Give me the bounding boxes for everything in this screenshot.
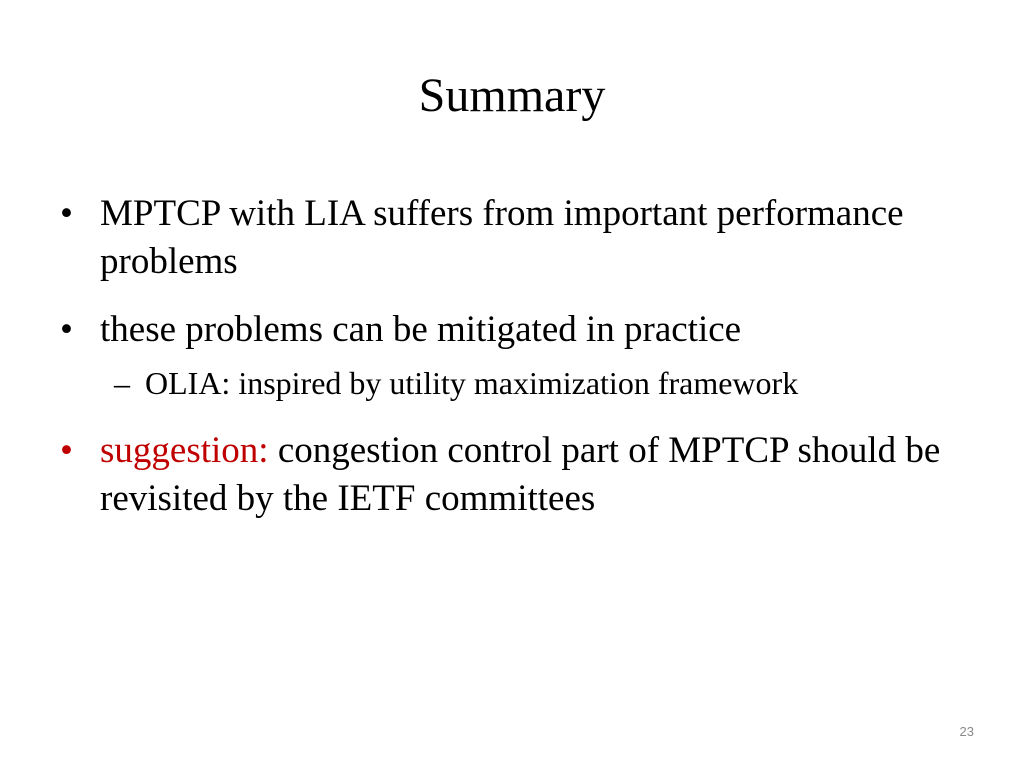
bullet-item xyxy=(60,190,980,286)
bullet-item xyxy=(60,306,980,354)
bullet-symbol-red: • xyxy=(60,430,73,471)
slide-title: Summary xyxy=(418,69,606,122)
page-number: 23 xyxy=(959,724,974,739)
sub-bullet-text: OLIA: inspired by utility maximization framework xyxy=(145,365,799,401)
bullet-symbol: • xyxy=(60,193,73,234)
sub-bullet-symbol: – xyxy=(114,365,130,401)
bullet-text: congestion control part of MPTCP should be revisited by the IETF committees xyxy=(100,430,941,519)
bullet-text: these problems can be mitigated in practice xyxy=(100,309,742,350)
suggestion-prefix: suggestion: xyxy=(100,430,269,471)
bullet-symbol: • xyxy=(60,309,73,350)
bullet-text: MPTCP with LIA suffers from important performance problems xyxy=(100,193,904,282)
bullet-list xyxy=(60,190,980,523)
sub-bullet-item xyxy=(114,362,980,404)
bullet-item xyxy=(60,427,980,523)
